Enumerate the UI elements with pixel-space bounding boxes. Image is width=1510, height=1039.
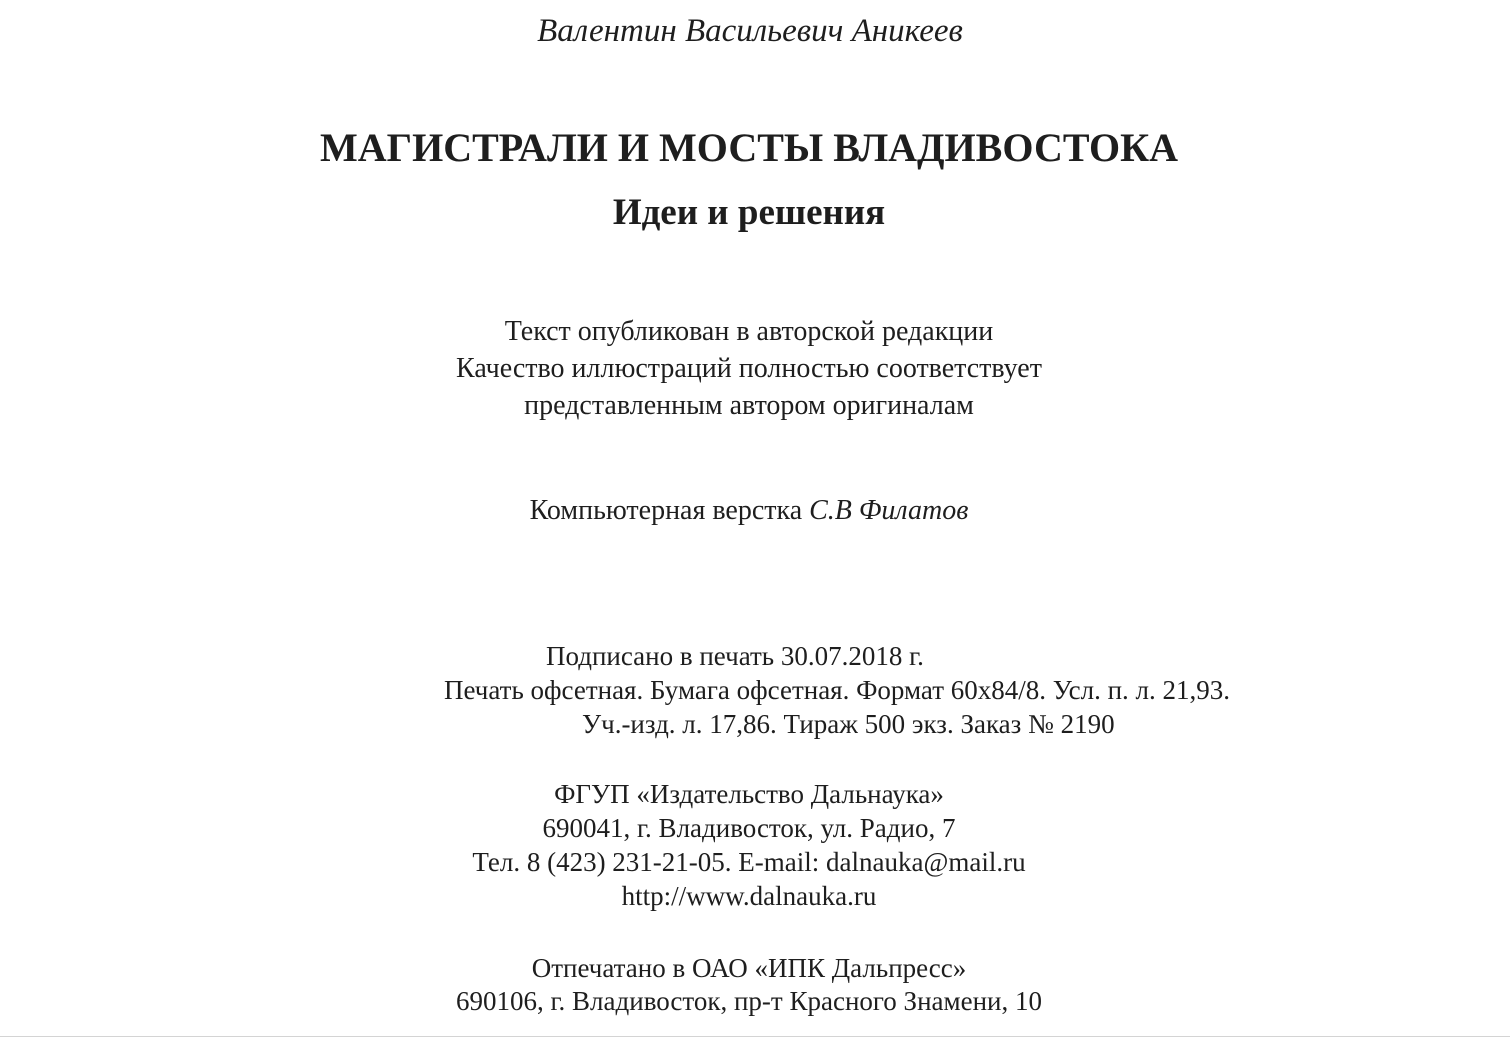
layout-credit-label: Компьютерная верстка: [529, 495, 810, 526]
printer-name: Отпечатано в ОАО «ИПК Дальпресс»: [531, 953, 967, 983]
page-bottom-edge: [0, 1036, 1510, 1037]
printer-address: 690106, г. Владивосток, пр-т Красного Знамени, 10: [456, 986, 1042, 1016]
publisher-contacts: Тел. 8 (423) 231-21-05. E-mail: dalnauka@mail.ru: [472, 847, 1026, 877]
book-subtitle: Идеи и решения: [612, 192, 886, 233]
edition-note-line: Текст опубликован в авторской редакции: [504, 316, 994, 347]
signed-for-print: Подписано в печать 30.07.2018 г.: [546, 641, 924, 671]
publisher-name: ФГУП «Издательство Дальнаука»: [554, 779, 944, 809]
layout-credit: [0, 497, 1498, 525]
edition-note-line: представленным автором оригиналам: [524, 390, 974, 421]
author-name: Валентин Васильевич Аникеев: [537, 13, 963, 49]
print-parameters: Печать офсетная. Бумага офсетная. Формат 60х84/8. Усл. п. л. 21,93.: [444, 675, 1231, 705]
layout-credit-name: С.В Филатов: [809, 495, 969, 526]
publisher-website: http://www.dalnauka.ru: [621, 881, 877, 911]
book-title: МАГИСТРАЛИ И МОСТЫ ВЛАДИВОСТОКА: [319, 125, 1178, 170]
publication-info: Уч.-изд. л. 17,86. Тираж 500 экз. Заказ № 2190: [582, 709, 1115, 739]
edition-note-line: Качество иллюстраций полностью соответствует: [456, 353, 1042, 384]
publisher-address: 690041, г. Владивосток, ул. Радио, 7: [542, 813, 956, 843]
